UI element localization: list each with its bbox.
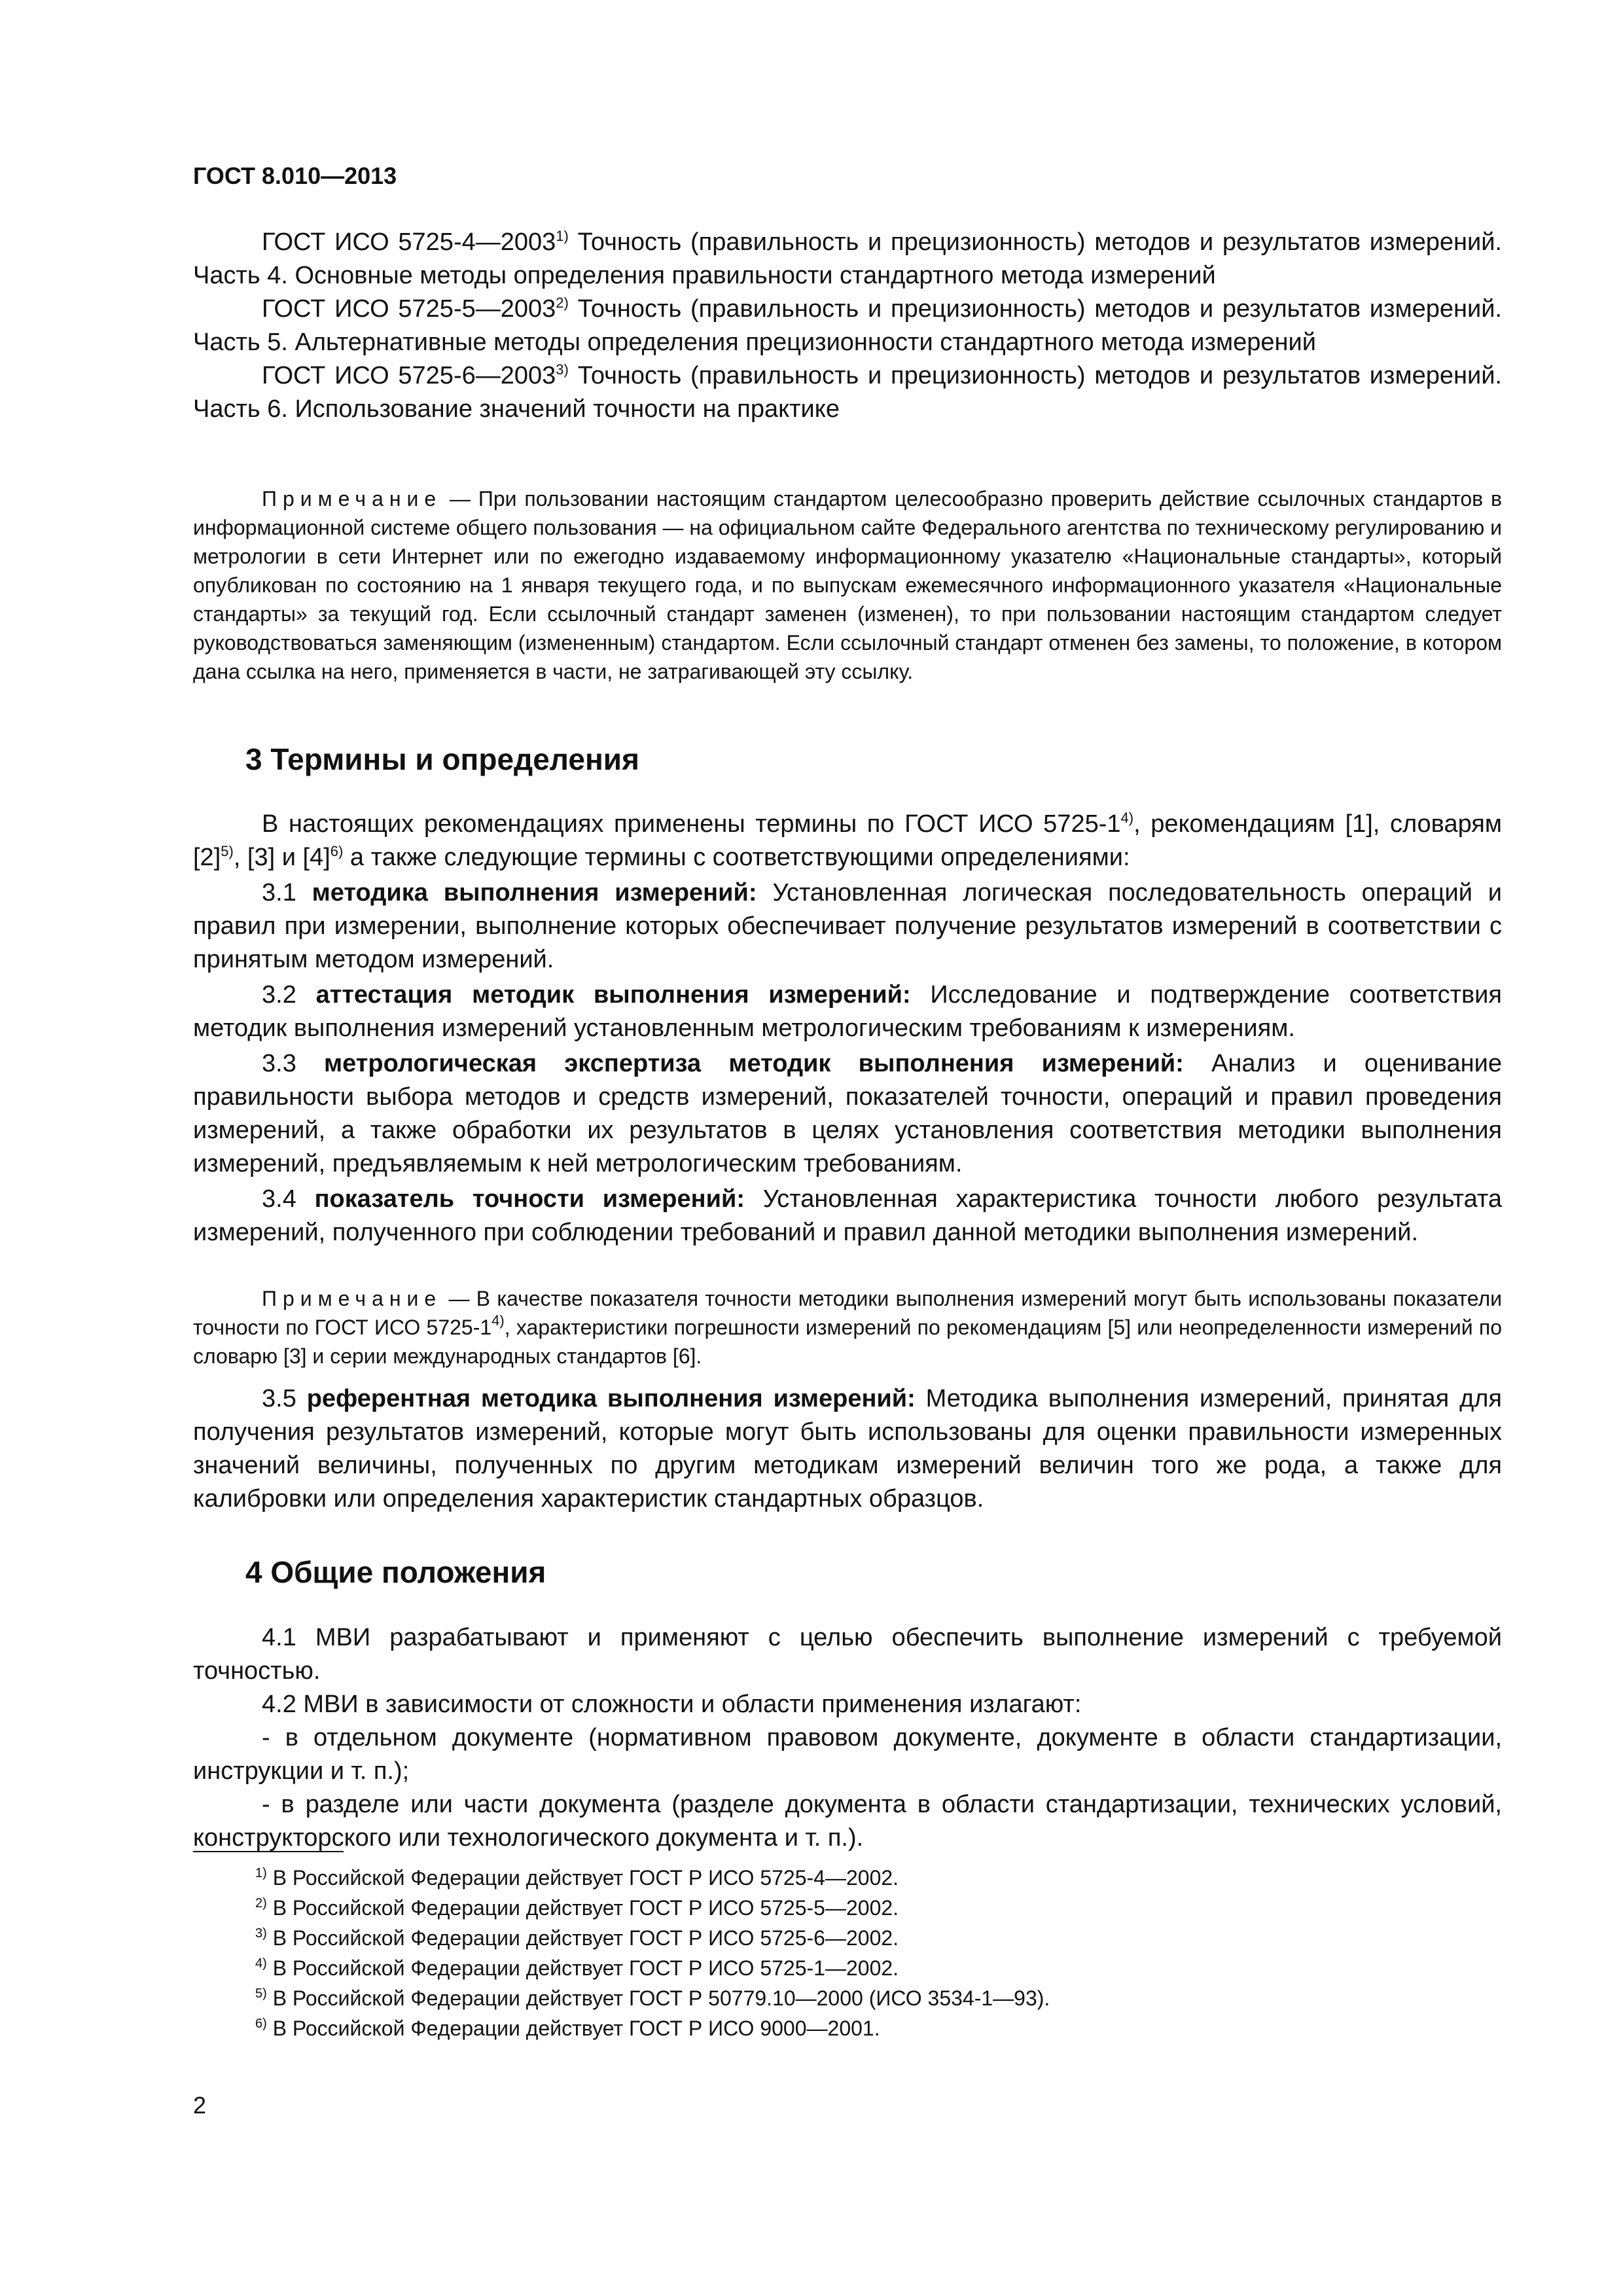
section-3-intro: В настоящих рекомендациях применены термины по ГОСТ ИСО 5725-1$^{4)}$, рекомендациям [1], словарям $[2]^{5)}$, [3] и $[4]^{6)}$ а также следующие термины с соответствующими определениями:: [193, 810, 1502, 871]
term-definition: 3.3 метрологическая экспертиза методик выполнения измерений: Анализ и оценивание правильности выбора методов и средств измерений, показателей точности, операций и правил проведения измерений, а также обработки их результатов в целях установления соответствия методики выполнения измерений, предъявляемым к ней метрологическим требованиям.: [193, 1050, 1502, 1177]
note-accuracy: Примечание — В качестве показателя точности методики выполнения измерений могут быть использованы показатели точности по ГОСТ ИСО 5725-1$^{4)}$, характеристики погрешности измерений по рекомендациям [5] или неопределенности измерений по словарю [3] и серии международных стандартов [6].: [193, 1287, 1503, 1368]
term-definition: 3.1 методика выполнения измерений: Установленная логическая последовательность операций и правил при измерении, выполнение которых обеспечивает получение результатов измерений в соответствии с принятым методом измерений.: [193, 879, 1503, 973]
footnotes: [255, 1863, 1050, 2043]
note-references: Примечание — При пользовании настоящим стандартом целесообразно проверить действие ссылочных стандартов в информационной системе общего пользования — на официальном сайте Федерального агентства по техническому регулированию и метрологии в сети Интернет или по ежегодно издаваемому информационному указателю «Национальные стандарты», который опубликован по состоянию на 1 января текущего года, и по выпускам ежемесячного информационного указателя «Национальные стандарты» за текущий год. Если ссылочный стандарт заменен (изменен), то при пользовании настоящим стандартом следует руководствоваться заменяющим (измененным) стандартом. Если ссылочный стандарт отменен без замены, то положение, в котором дана ссылка на него, применяется в части, не затрагивающей эту ссылку.: [193, 487, 1502, 683]
note-label: Примечание: [262, 1287, 442, 1310]
footnote-item: $^{1)}$ В Российской Федерации действует ГОСТ Р ИСО 5725-4—2002.: [255, 1866, 899, 1890]
footnote-item: $^{5)}$ В Российской Федерации действует ГОСТ Р 50779.10—2000 (ИСО 3534-1—93).: [255, 1986, 1050, 2010]
term-definition: 3.5 референтная методика выполнения измерений: Методика выполнения измерений, принятая для получения результатов измерений, которые могут быть использованы для оценки правильности измеренных значений величины, полученных по другим методикам измерений величин того же рода, а также для калибровки или определения характеристик стандартных образцов.: [193, 1385, 1502, 1513]
footnote-item: $^{2)}$ В Российской Федерации действует ГОСТ Р ИСО 5725-5—2002.: [255, 1896, 899, 1920]
footnote-item: $^{6)}$ В Российской Федерации действует ГОСТ Р ИСО 9000—2001.: [255, 2017, 880, 2040]
section-3-heading: 3 Термины и определения: [245, 742, 639, 776]
note-label: Примечание: [262, 487, 442, 511]
page-number: 2: [193, 2092, 207, 2119]
reference-item: ГОСТ ИСО 5725-4—2003$^{1)}$ Точность (правильность и прецизионность) методов и результатов измерений. Часть 4. Основные методы определения правильности стандартного метода измерений: [193, 228, 1502, 289]
normative-references: [193, 226, 1502, 426]
clause-paragraph: 4.2 МВИ в зависимости от сложности и области применения излагают:: [262, 1691, 1082, 1718]
section-3-term-5: [193, 1382, 1502, 1516]
clause-paragraph: 4.1 МВИ разрабатывают и применяют с целью обеспечить выполнение измерений с требуемой точностью.: [193, 1624, 1502, 1685]
reference-item: ГОСТ ИСО 5725-5—2003$^{2)}$ Точность (правильность и прецизионность) методов и результатов измерений. Часть 5. Альтернативные методы определения прецизионности стандартного метода измерений: [193, 295, 1502, 356]
term-definition: 3.4 показатель точности измерений: Установленная характеристика точности любого результата измерений, полученного при соблюдении требований и правил данной методики выполнения измерений.: [193, 1185, 1502, 1246]
clause-paragraph: - в разделе или части документа (разделе документа в области стандартизации, технических условий, конструкторского или технологического документа и т. п.).: [193, 1791, 1502, 1852]
clause-paragraph: - в отдельном документе (нормативном правовом документе, документе в области стандартизации, инструкции и т. п.);: [193, 1724, 1502, 1785]
footnote-item: $^{3)}$ В Российской Федерации действует ГОСТ Р ИСО 5725-6—2002.: [255, 1926, 899, 1950]
section-3-body: [193, 808, 1502, 1249]
footnote-item: $^{4)}$ В Российской Федерации действует ГОСТ Р ИСО 5725-1—2002.: [255, 1956, 899, 1980]
term-definition: 3.2 аттестация методик выполнения измерений: Исследование и подтверждение соответствия методик выполнения измерений установленным метрологическим требованиям к измерениям.: [193, 981, 1502, 1042]
section-4-heading: 4 Общие положения: [245, 1555, 546, 1589]
section-4-body: [193, 1621, 1502, 1855]
reference-item: ГОСТ ИСО 5725-6—2003$^{3)}$ Точность (правильность и прецизионность) методов и результатов измерений. Часть 6. Использование значений точности на практике: [193, 361, 1502, 423]
footnote-divider: [193, 1851, 344, 1852]
document-header: ГОСТ 8.010—2013: [193, 162, 397, 189]
